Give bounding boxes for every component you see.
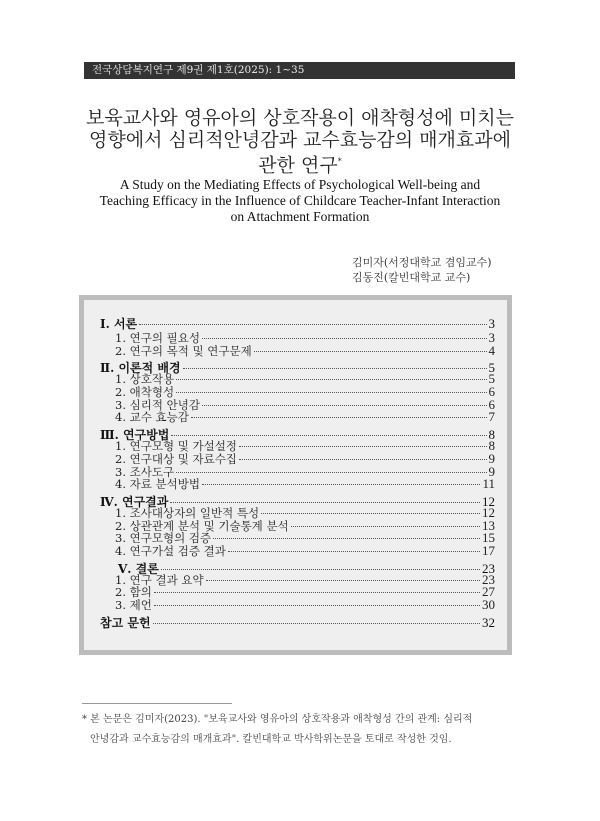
toc-leader-dots <box>176 379 486 380</box>
toc-entry <box>100 332 495 345</box>
toc-page: 9 <box>488 463 495 479</box>
toc-entry <box>100 478 495 491</box>
toc-page: 15 <box>482 530 495 546</box>
toc-label: Ⅴ. 결론 <box>118 561 159 576</box>
toc-entry <box>100 316 495 332</box>
title-ko-line-1: 보육교사와 영유아의 상호작용이 애착형성에 미치는 <box>86 107 514 129</box>
toc-page: 23 <box>482 571 495 587</box>
toc-leader-dots <box>171 435 486 436</box>
toc-label: 2. 애착형성 <box>115 385 175 400</box>
toc-page: 27 <box>482 584 495 600</box>
toc-label: 2. 연구대상 및 자료수집 <box>115 451 237 466</box>
toc-page: 32 <box>482 614 495 630</box>
footnote-line-1: * 본 논문은 김미자(2023). "보육교사와 영유아의 상호작용과 애착형성 간의 관계: 심리적 <box>82 714 473 725</box>
toc-label: 4. 자료 분석방법 <box>115 477 200 492</box>
toc-page: 8 <box>488 427 495 443</box>
toc-page: 5 <box>488 360 495 376</box>
toc-leader-dots <box>183 368 487 369</box>
toc-entry <box>100 450 495 466</box>
toc-page: 11 <box>482 476 495 492</box>
toc-label: 참고 문헌 <box>100 615 151 630</box>
footnote-mark: * <box>337 157 342 166</box>
toc-label: 2. 연구의 목적 및 연구문제 <box>115 343 252 358</box>
toc-leader-dots <box>206 580 480 581</box>
toc-entry <box>100 586 495 599</box>
toc-label: Ⅰ. 서론 <box>100 317 138 331</box>
toc-entry <box>100 571 495 587</box>
title-en-line-3: on Attachment Formation <box>230 209 370 224</box>
toc-page: 3 <box>488 316 495 331</box>
toc-leader-dots <box>170 502 480 503</box>
toc-leader-dots <box>153 623 480 624</box>
toc-leader-dots <box>176 472 486 473</box>
toc-leader-dots <box>213 538 480 539</box>
toc-leader-dots <box>202 405 487 406</box>
toc-leader-dots <box>191 417 487 418</box>
toc-leader-dots <box>202 484 481 485</box>
toc-entry <box>100 440 495 453</box>
toc-page: 13 <box>482 517 495 533</box>
toc-label: 2. 상관관계 분석 및 기술통계 분석 <box>115 518 289 533</box>
toc-leader-dots <box>202 338 487 339</box>
toc-leader-dots <box>254 351 487 352</box>
toc-label: 1. 연구모형 및 가설설정 <box>115 439 237 454</box>
toc-entry <box>100 612 495 628</box>
toc-entry <box>100 542 495 558</box>
toc-leader-dots <box>239 459 487 460</box>
toc-leader-dots <box>228 551 480 552</box>
toc-leader-dots <box>161 569 480 570</box>
toc-leader-dots <box>176 392 486 393</box>
toc-entry <box>100 411 495 424</box>
toc-page: 17 <box>482 542 495 558</box>
toc-page: 5 <box>488 371 495 387</box>
toc-label: Ⅳ. 연구결과 <box>100 494 169 509</box>
toc-label: 1. 연구 결과 요약 <box>115 572 204 587</box>
toc-page: 3 <box>488 330 495 345</box>
title-ko-text: 관한 연구 <box>258 154 338 177</box>
toc-entry <box>100 558 495 574</box>
table-of-contents <box>79 295 512 655</box>
toc-page: 9 <box>488 450 495 466</box>
toc-label: 1. 상호작용 <box>115 372 175 387</box>
toc-leader-dots <box>291 526 480 527</box>
toc-label: 3. 연구모형의 검증 <box>115 531 212 546</box>
journal-header: 전국상담복지연구 제9권 제1호(2025): 1~35 <box>84 62 515 79</box>
toc-entry <box>100 357 495 376</box>
toc-entry <box>100 386 495 399</box>
toc-label: 4. 교수 효능감 <box>115 410 189 425</box>
toc-page: 8 <box>488 438 495 454</box>
toc-page: 30 <box>482 597 495 612</box>
toc-entry <box>100 342 495 358</box>
toc-label: Ⅱ. 이론적 배경 <box>100 361 181 376</box>
toc-label: 3. 조사도구 <box>115 464 175 479</box>
title-en-line-1: A Study on the Mediating Effects of Psychological Well-being and <box>119 177 481 192</box>
toc-label: Ⅲ. 연구방법 <box>100 428 170 443</box>
toc-leader-dots <box>239 446 487 447</box>
toc-page: 4 <box>488 342 495 358</box>
toc-entry <box>100 504 495 520</box>
title-ko-line-2: 영향에서 심리적안녕감과 교수효능감의 매개효과에 <box>89 129 511 151</box>
toc-label: 3. 제언 <box>115 598 152 612</box>
toc-leader-dots <box>154 605 480 606</box>
toc-page: 12 <box>482 504 495 520</box>
toc-leader-dots <box>154 592 480 593</box>
toc-page: 23 <box>482 560 495 576</box>
toc-page: 6 <box>488 396 495 412</box>
toc-label: 3. 심리적 안녕감 <box>115 397 200 412</box>
author-1: 김미자(서정대학교 겸임교수) <box>352 256 492 269</box>
footnote-line-2: 안녕감과 교수효능감의 매개효과". 칼빈대학교 박사학위논문을 토대로 작성한 것임. <box>90 734 452 745</box>
toc-page: 6 <box>488 384 495 400</box>
toc-entry <box>100 599 495 612</box>
toc-page: 12 <box>482 493 495 509</box>
toc-label: 1. 연구의 필요성 <box>115 331 200 345</box>
title-en-line-2: Teaching Efficacy in the Influence of Childcare Teacher-Infant Interaction <box>99 193 501 208</box>
title-ko-line-3 <box>0 151 600 176</box>
toc-label: 2. 함의 <box>115 585 152 600</box>
toc-leader-dots <box>261 513 480 514</box>
footnote <box>82 710 592 750</box>
toc-page: 7 <box>488 409 495 425</box>
toc-entry <box>100 424 495 443</box>
toc-leader-dots <box>139 324 486 325</box>
toc-label: 1. 조사대상자의 일반적 특성 <box>115 505 260 520</box>
footnote-divider <box>82 703 232 704</box>
toc-entry <box>100 491 495 507</box>
toc-label: 4. 연구가설 검증 결과 <box>115 543 226 558</box>
author-2: 김동진(칼빈대학교 교수) <box>352 271 471 284</box>
